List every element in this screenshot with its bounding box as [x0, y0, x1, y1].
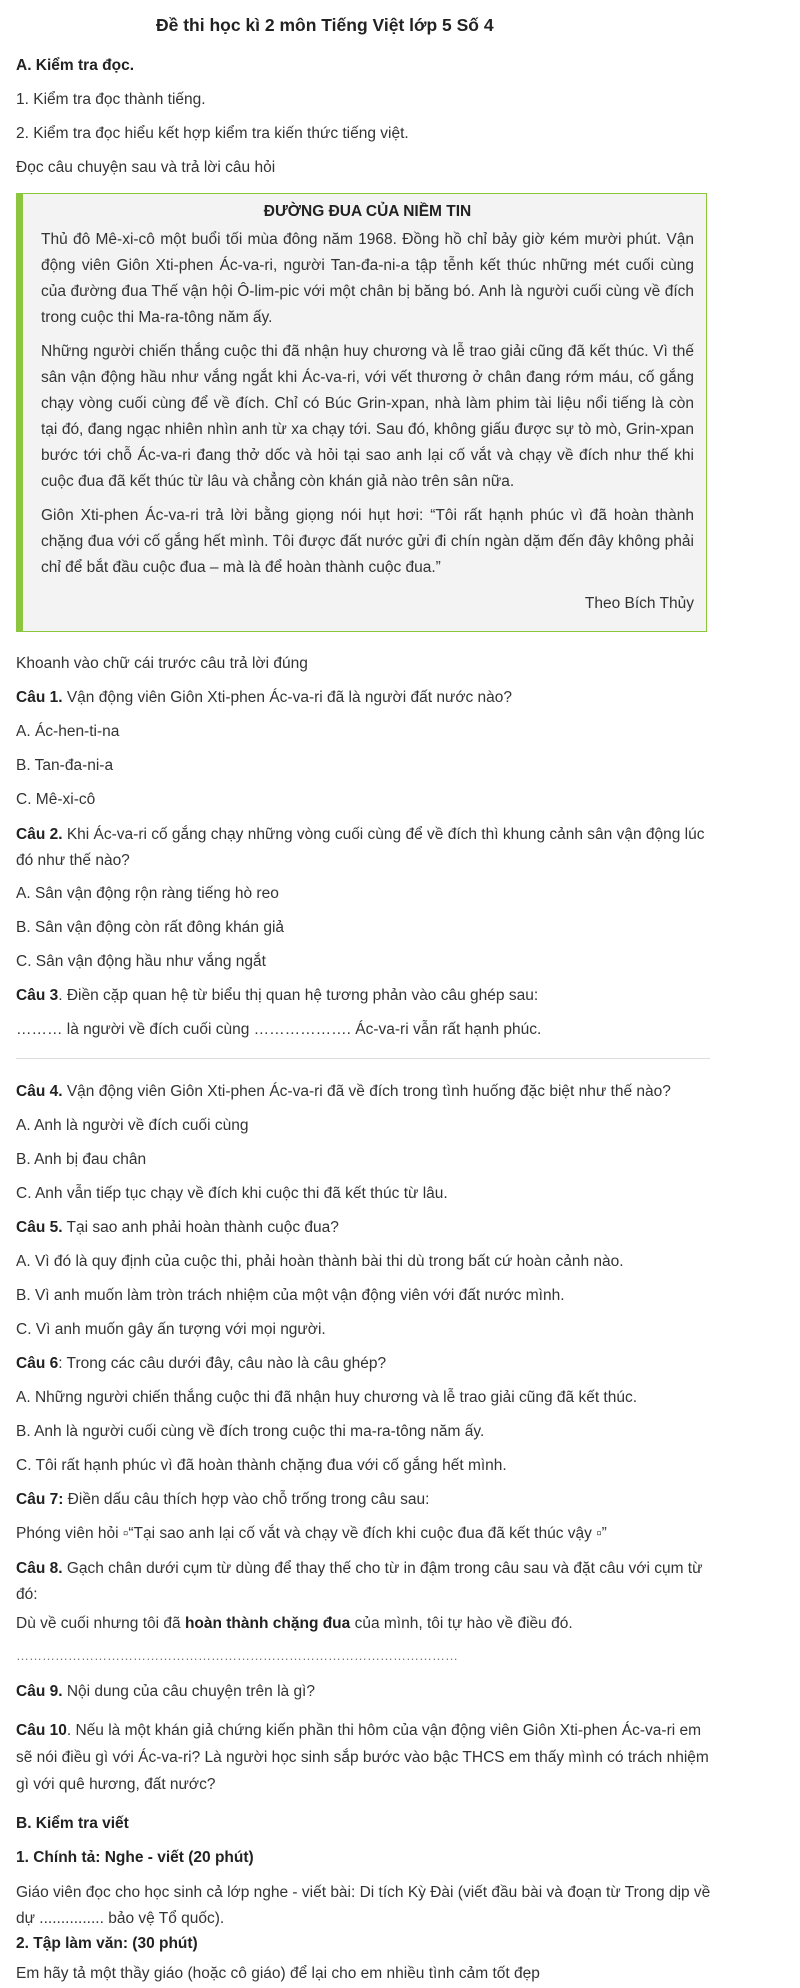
page-title: Đề thi học kì 2 môn Tiếng Việt lớp 5 Số 4 — [156, 15, 494, 35]
question-10 — [16, 1717, 716, 1798]
q6-option-c: C. Tôi rất hạnh phúc vì đã hoàn thành chặng đua với cố gắng hết mình. — [16, 1457, 507, 1474]
question-label: Câu 5. — [16, 1219, 63, 1236]
q4-option-c: C. Anh vẫn tiếp tục chạy về đích khi cuộc thi đã kết thúc từ lâu. — [16, 1185, 448, 1202]
story-source: Theo Bích Thủy — [584, 595, 694, 613]
q5-option-b: B. Vì anh muốn làm tròn trách nhiệm của một vận động viên với đất nước mình. — [16, 1287, 565, 1304]
question-text: Gạch chân dưới cụm từ dùng để thay thế cho từ in đậm trong câu sau và đặt câu với cụm từ đó: — [16, 1560, 703, 1603]
q2-option-c: C. Sân vận động hầu như vắng ngắt — [16, 953, 266, 970]
story-box — [16, 193, 707, 632]
q1-option-c: C. Mê-xi-cô — [16, 791, 96, 808]
question-label: Câu 2. — [16, 826, 63, 843]
question-3 — [16, 984, 716, 1007]
answer-instruction: Khoanh vào chữ cái trước câu trả lời đúng — [16, 655, 308, 672]
q6-option-a: A. Những người chiến thắng cuộc thi đã nhận huy chương và lễ trao giải cũng đã kết thúc. — [16, 1389, 638, 1406]
question-text: Vận động viên Giôn Xti-phen Ác-va-ri đã về đích trong tình huống đặc biệt như thế nào? — [62, 1083, 671, 1100]
question-label: Câu 8. — [16, 1560, 63, 1577]
question-label: Câu 10 — [16, 1722, 67, 1739]
question-1 — [16, 686, 716, 709]
part-b2-text: Em hãy tả một thầy giáo (hoặc cô giáo) để lại cho em nhiều tình cảm tốt đẹp — [16, 1965, 540, 1982]
question-label: Câu 1. — [16, 689, 63, 706]
question-text: Vận động viên Giôn Xti-phen Ác-va-ri đã là người đất nước nào? — [62, 689, 513, 706]
question-4 — [16, 1080, 716, 1103]
q2-option-b: B. Sân vận động còn rất đông khán giả — [16, 919, 285, 936]
q8-bold-phrase: hoàn thành chặng đua — [184, 1615, 351, 1632]
part-a2: 2. Kiểm tra đọc hiểu kết hợp kiểm tra kiến thức tiếng việt. — [16, 125, 409, 142]
reading-instruction: Đọc câu chuyện sau và trả lời câu hỏi — [16, 159, 276, 176]
question-text: Tại sao anh phải hoàn thành cuộc đua? — [62, 1219, 339, 1236]
question-2 — [16, 822, 716, 874]
q1-option-b: B. Tan-đa-ni-a — [16, 757, 114, 774]
story-paragraph-3: Giôn Xti-phen Ác-va-ri trả lời bằng giọng nói hụt hơi: “Tôi rất hạnh phúc vì đã hoàn thành chặng đua với cố gắng hết mình. Tôi được đất nước gửi đi chín ngàn dặm đến đây không phải chỉ để bắt đầu cuộc đua – mà là để hoàn thành cuộc đua.” — [41, 507, 694, 577]
divider — [16, 1058, 710, 1059]
section-a-heading: A. Kiểm tra đọc. — [16, 57, 134, 74]
question-5 — [16, 1216, 716, 1239]
story-paragraph-1: Thủ đô Mê-xi-cô một buổi tối mùa đông năm 1968. Đồng hồ chỉ bảy giờ kém mười phút. Vận động viên Giôn Xti-phen Ác-va-ri, người Tan-đa-ni-a tập tễnh kết thúc những mét cuối cùng của đường đua Thế vận hội Ô-lim-pic với một chân bị băng bó. Anh là người cuối cùng về đích trong cuộc thi Ma-ra-tông năm ấy. — [41, 231, 694, 327]
story-paragraph-2: Những người chiến thắng cuộc thi đã nhận huy chương và lễ trao giải cũng đã kết thúc. Vì thế sân vận động hầu như vắng ngắt khi Ác-va-ri, với vết thương ở chân đang rớm máu, cố gắng chạy vòng cuối cùng để về đích. Chỉ có Búc Grin-xpan, nhà làm phim tài liệu nổi tiếng là còn tại đó, đang ngạc nhiên nhìn anh từ xa chạy tới. Sau đó, không giấu được sự tò mò, Grin-xpan bước tới chỗ Ác-va-ri đang thở dốc và hỏi tại sao anh lại cố vắt và chạy về đích như thế khi cuộc đua đã kết thúc từ lâu và chẳng còn khán giả nào trên sân nữa. — [41, 343, 694, 491]
part-b2-heading: 2. Tập làm văn: (30 phút) — [16, 1935, 198, 1952]
question-text: . Điền cặp quan hệ từ biểu thị quan hệ tương phản vào câu ghép sau: — [58, 987, 539, 1004]
question-text: . Nếu là một khán giả chứng kiến phần thi hôm của vận động viên Giôn Xti-phen Ác-va-ri em sẽ nói điều gì với Ác-va-ri? Là người học sinh sắp bước vào bậc THCS em thấy mình có trách nhiệm gì với quê hương, đất nước? — [16, 1722, 709, 1793]
q8-text-post: của mình, tôi tự hào về điều đó. — [350, 1615, 573, 1632]
q5-option-c: C. Vì anh muốn gây ấn tượng với mọi người. — [16, 1321, 326, 1338]
story-heading: ĐƯỜNG ĐUA CỦA NIỀM TIN — [263, 203, 472, 220]
question-label: Câu 9. — [16, 1683, 63, 1700]
part-a1: 1. Kiểm tra đọc thành tiếng. — [16, 91, 206, 108]
q2-option-a: A. Sân vận động rộn ràng tiếng hò reo — [16, 885, 279, 902]
q8-text-pre: Dù về cuối nhưng tôi đã — [16, 1615, 185, 1632]
question-text: Điền dấu câu thích hợp vào chỗ trống trong câu sau: — [63, 1491, 430, 1508]
section-b-heading: B. Kiểm tra viết — [16, 1815, 129, 1832]
question-6 — [16, 1352, 716, 1375]
q6-option-b: B. Anh là người cuối cùng về đích trong cuộc thi ma-ra-tông năm ấy. — [16, 1423, 485, 1440]
q5-option-a: A. Vì đó là quy định của cuộc thi, phải hoàn thành bài thi dù trong bất cứ hoàn cảnh nào. — [16, 1253, 624, 1270]
q1-option-a: A. Ác-hen-ti-na — [16, 723, 120, 740]
q4-option-b: B. Anh bị đau chân — [16, 1151, 147, 1168]
question-label: Câu 4. — [16, 1083, 63, 1100]
part-b1-text: Giáo viên đọc cho học sinh cả lớp nghe - viết bài: Di tích Kỳ Đài (viết đầu bài và đoạn từ Trong dịp về dự ............... bảo vệ Tổ quốc). — [16, 1884, 711, 1927]
question-label: Câu 7: — [16, 1491, 64, 1508]
question-8 — [16, 1556, 716, 1608]
question-7 — [16, 1488, 716, 1511]
question-text: Khi Ác-va-ri cố gắng chạy những vòng cuối cùng để về đích thì khung cảnh sân vận động lúc đó như thế nào? — [16, 826, 705, 869]
q7-sentence: Phóng viên hỏi ▫“Tại sao anh lại cố vắt và chạy về đích khi cuộc đua đã kết thúc vậy ▫” — [16, 1525, 607, 1542]
question-text: Nội dung của câu chuyện trên là gì? — [62, 1683, 315, 1700]
q8-sentence — [16, 1612, 716, 1635]
q3-fill-line: ……… là người về đích cuối cùng ………………. Ác-va-ri vẫn rất hạnh phúc. — [16, 1021, 542, 1038]
q8-answer-dots: ………………………………………………………………………………………… — [16, 1648, 458, 1663]
question-text: : Trong các câu dưới đây, câu nào là câu ghép? — [58, 1355, 387, 1372]
part-b1-heading: 1. Chính tả: Nghe - viết (20 phút) — [16, 1849, 254, 1866]
question-label: Câu 6 — [16, 1355, 59, 1372]
question-9 — [16, 1680, 716, 1703]
q4-option-a: A. Anh là người về đích cuối cùng — [16, 1117, 249, 1134]
question-label: Câu 3 — [16, 987, 59, 1004]
